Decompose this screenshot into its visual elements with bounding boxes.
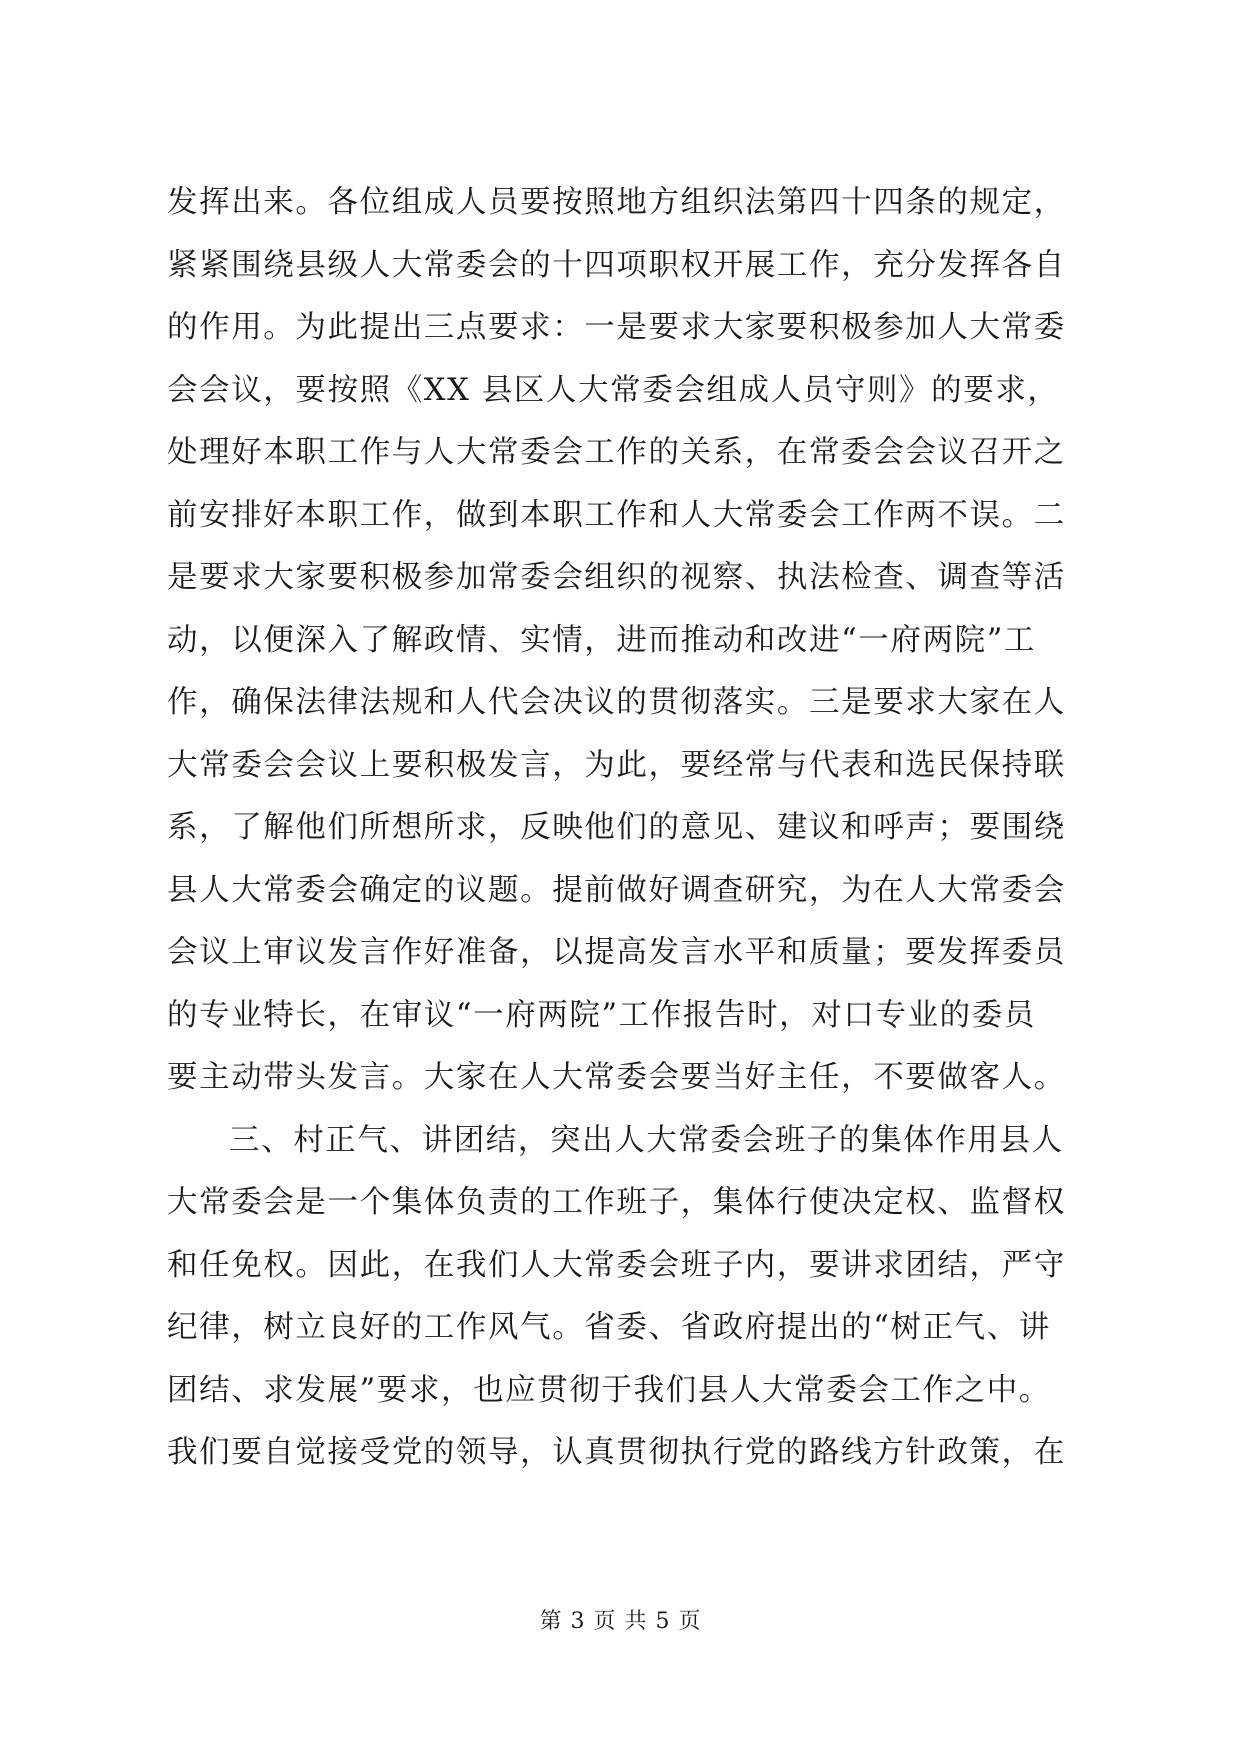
body-text [167,172,1087,1485]
text-line: 和任免权。因此，在我们人大常委会班子内，要讲求团结，严守 [167,1247,1066,1283]
text-line: 系，了解他们所想所求，反映他们的意见、建议和呼声；要围绕 [167,810,1066,845]
text-line: 县人大常委会确定的议题。提前做好调查研究，为在人大常委会 [167,872,1066,908]
text-line: 动，以便深入了解政情、实情，进而推动和改进“一府两院”工 [167,622,1036,658]
text-line: 会议上审议发言作好准备，以提高发言水平和质量；要发挥委员 [167,935,1066,970]
text-line: 作，确保法律法规和人代会决议的贯彻落实。三是要求大家在人 [167,685,1066,720]
text-line: 处理好本职工作与人大常委会工作的关系，在常委会会议召开之 [167,435,1066,470]
page-number-footer: 第 3 页 共 5 页 [539,1609,702,1634]
text-line: 纪律，树立良好的工作风气。省委、省政府提出的“树正气、讲 [167,1310,1051,1345]
text-line: 的专业特长，在审议“一府两院”工作报告时，对口专业的委员 [167,997,1036,1033]
section-heading-line: 三、村正气、讲团结，突出人大常委会班子的集体作用县人 [229,1122,1064,1158]
text-line: 紧紧围绕县级人大常委会的十四项职权开展工作，充分发挥各自 [167,247,1066,283]
text-line: 前安排好本职工作，做到本职工作和人大常委会工作两不误。二 [167,497,1066,533]
text-line: 是要求大家要积极参加常委会组织的视察、执法检查、调查等活 [167,560,1066,595]
text-line: 会会议，要按照《XX 县区人大常委会组成人员守则》的要求， [167,372,1060,408]
text-line: 大常委会会议上要积极发言，为此，要经常与代表和选民保持联 [167,747,1066,783]
text-line: 大常委会是一个集体负责的工作班子，集体行使决定权、监督权 [167,1185,1066,1220]
text-line: 团结、求发展”要求，也应贯彻于我们县人大常委会工作之中。 [167,1372,1051,1408]
text-line: 我们要自觉接受党的领导，认真贯彻执行党的路线方针政策，在 [167,1435,1066,1470]
text-line: 的作用。为此提出三点要求：一是要求大家要积极参加人大常委 [167,310,1066,345]
text-line: 要主动带头发言。大家在人大常委会要当好主任，不要做客人。 [167,1060,1066,1095]
text-line: 发挥出来。各位组成人员要按照地方组织法第四十四条的规定， [167,185,1066,220]
